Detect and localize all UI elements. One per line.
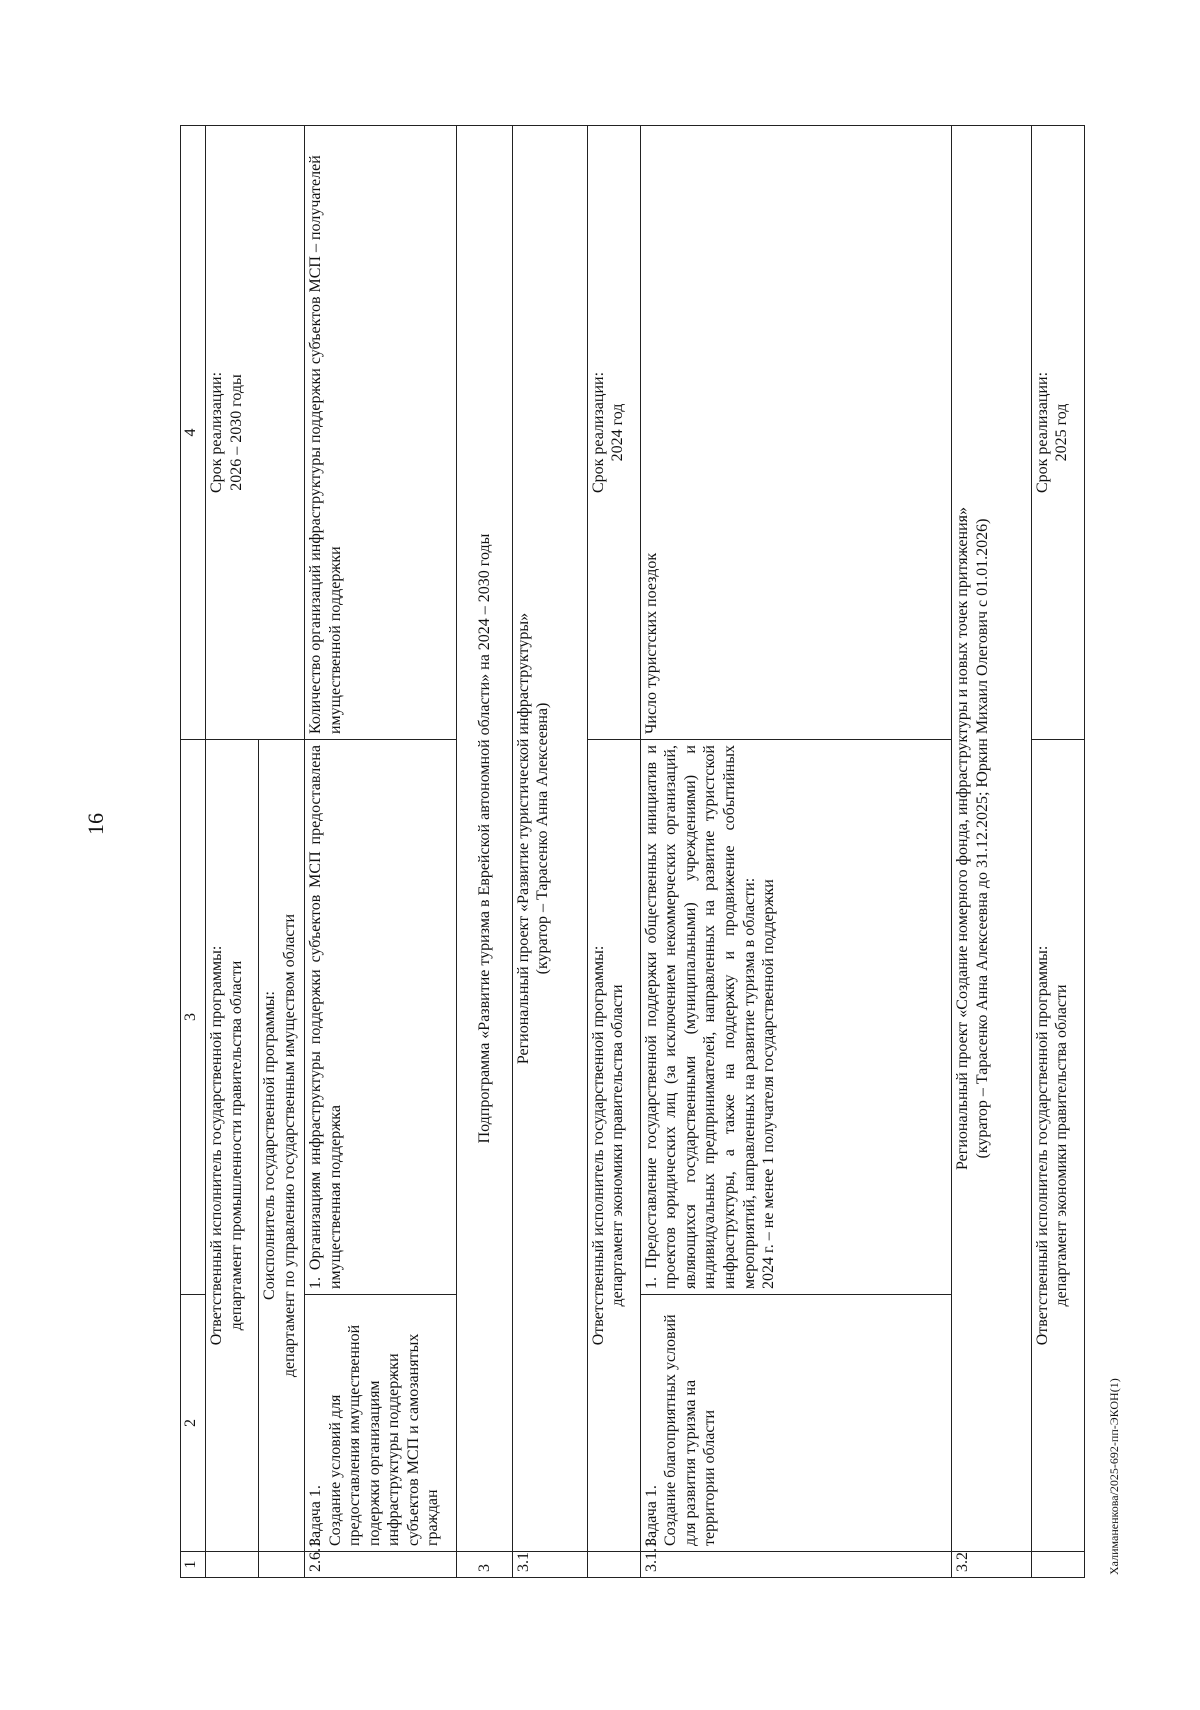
row-number-cell: 3.2: [952, 1552, 1031, 1578]
table-row: [206, 126, 259, 1578]
implementation-term-cell: Срок реализации: 2024 год: [587, 126, 640, 740]
header-col-2: 2: [181, 1295, 206, 1552]
task-cell: Задача 1. Создание благоприятных условий для развития туризма на территории области: [640, 1295, 951, 1552]
effect-cell: 1. Предоставление государственной поддержки общественных инициатив и проектов юридических лиц (за исключением некоммерческих организаций, являющихся государственными (муниципальными) учреждениями) и индивидуальных предпринимателей, направленных на развитие туристской инфраструктуры, а также на поддержку и продвижение событийных мероприятий, направленных на развитие туризма в области: 2024 г. – не менее 1 получателя государственной поддержки: [640, 740, 951, 1295]
row-number-cell: 3.1.1: [640, 1552, 951, 1578]
table-row: [1031, 126, 1084, 1578]
table-row: [305, 126, 457, 1578]
row-number-cell: 3: [457, 1552, 513, 1578]
subprogram-title-cell: Подпрограмма «Развитие туризма в Еврейской автономной области» на 2024 – 2030 годы: [457, 126, 513, 1552]
header-col-4: 4: [181, 126, 206, 740]
regional-project-cell: Региональный проект «Развитие туристической инфраструктуры» (куратор – Тарасенко Анна Алексеевна): [512, 126, 587, 1552]
document-code-footer: Халиманенкова/2025-692-пп-ЭКОН(1): [1107, 1378, 1121, 1575]
header-row: [181, 126, 206, 1578]
responsible-executor-cell: Ответственный исполнитель государственной программы: департамент экономики правительства области: [1031, 740, 1084, 1552]
implementation-term-cell: Срок реализации: 2025 год: [1031, 126, 1084, 740]
table-row: [640, 126, 951, 1578]
cell-empty: [259, 1552, 305, 1578]
row-number-cell: 3.1: [512, 1552, 587, 1578]
cell-empty: [587, 1552, 640, 1578]
table-row: [587, 126, 640, 1578]
header-col-1: 1: [181, 1552, 206, 1578]
page-number: 16: [83, 813, 108, 835]
cell-empty: [206, 1552, 259, 1578]
cell-empty: [1031, 1552, 1084, 1578]
task-cell: Задача 1. Создание условий для предоставления имущественной подержки организациям инфраструктуры поддержки субъектов МСП и самозанятых граждан: [305, 1295, 457, 1552]
regional-project-cell: Региональный проект «Создание номерного фонда, инфраструктуры и новых точек притяжения» (куратор – Тарасенко Анна Алексеевна до 31.12.2025; Юркин Михаил Олегович с 01.01.2026): [952, 126, 1031, 1552]
co-executor-cell: Соисполнитель государственной программы: департамент по управлению государственным имуществом области: [259, 740, 305, 1552]
responsible-executor-cell: Ответственный исполнитель государственной программы: департамент промышленности правительства области: [206, 740, 259, 1552]
table-row: [457, 126, 513, 1578]
indicator-cell: Число туристских поездок: [640, 126, 951, 740]
header-col-3: 3: [181, 740, 206, 1295]
row-number-cell: 2.6.1: [305, 1552, 457, 1578]
table-row: [952, 126, 1031, 1578]
table-row: [512, 126, 587, 1578]
effect-cell: 1. Организациям инфраструктуры поддержки субъектов МСП предоставлена имущественная поддержка: [305, 740, 457, 1295]
implementation-term-cell: Срок реализации: 2026 – 2030 годы: [206, 126, 305, 740]
responsible-executor-cell: Ответственный исполнитель государственной программы: департамент экономики правительства области: [587, 740, 640, 1552]
program-table: [180, 126, 1085, 1578]
indicator-cell: Количество организаций инфраструктуры поддержки субъектов МСП – получателей имущественной поддержки: [305, 126, 457, 740]
